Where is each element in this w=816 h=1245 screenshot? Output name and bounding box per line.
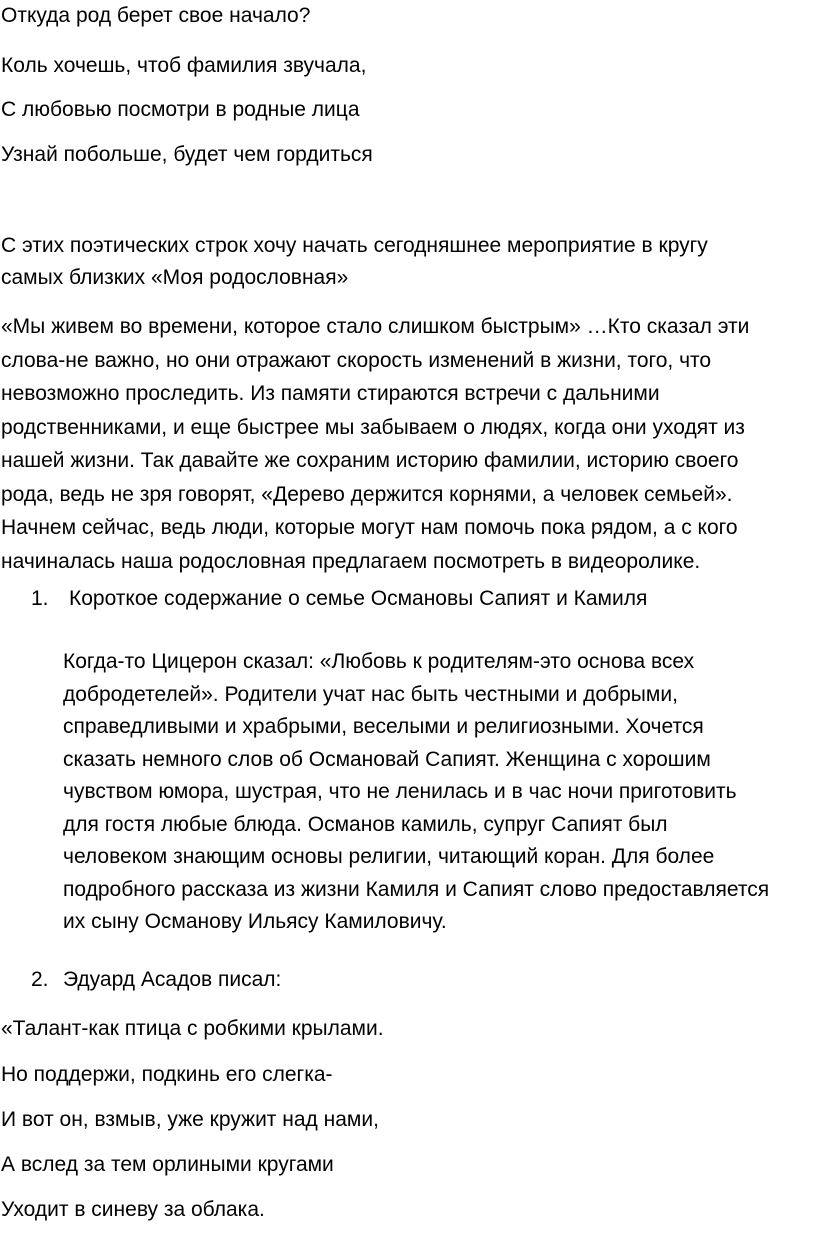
main-paragraph-line: рода, ведь не зря говорят, «Дерево держится корнями, а человек семьей». bbox=[1, 482, 733, 506]
intro-paragraph-line: С этих поэтических строк хочу начать сегодняшнее мероприятие в кругу bbox=[1, 234, 708, 257]
cicero-paragraph-line: их сыну Османову Ильясу Камиловичу. bbox=[63, 910, 447, 933]
asadov-poem-line-2: Но поддержи, подкинь его слегка- bbox=[1, 1063, 333, 1086]
list-item-1-text: Короткое содержание о семье Османовы Сапият и Камиля bbox=[69, 587, 648, 610]
cicero-paragraph-line: Когда-то Цицерон сказал: «Любовь к родителям-это основа всех bbox=[63, 650, 695, 673]
main-paragraph-line: слова-не важно, но они отражают скорость изменений в жизни, того, что bbox=[1, 348, 712, 372]
intro-paragraph-line: самых близких «Моя родословная» bbox=[1, 266, 349, 289]
cicero-paragraph-line: подробного рассказа из жизни Камиля и Сапият слово предоставляется bbox=[63, 877, 770, 901]
cicero-paragraph-line: добродетелей». Родители учат нас быть честными и добрыми, bbox=[63, 682, 678, 706]
cicero-paragraph-line: сказать немного слов об Османовай Сапият. Женщина с хорошим bbox=[63, 747, 711, 771]
intro-paragraph bbox=[1, 230, 708, 294]
main-paragraph-line: «Мы живем во времени, которое стало слишком быстрым» …Кто сказал эти bbox=[1, 315, 750, 338]
poem-intro-line-4: Узнай побольше, будет чем гордиться bbox=[1, 143, 373, 166]
cicero-paragraph-line: для гостя любые блюда. Османов камиль, супруг Сапият был bbox=[63, 812, 668, 836]
asadov-poem-line-5: Уходит в синеву за облака. bbox=[1, 1198, 265, 1221]
list-item-2-number: 2. bbox=[31, 968, 49, 991]
main-paragraph-line: нашей жизни. Так давайте же сохраним историю фамилии, историю своего bbox=[1, 449, 739, 472]
list-item-2-text: Эдуард Асадов писал: bbox=[63, 968, 282, 991]
main-paragraph bbox=[1, 310, 749, 578]
main-paragraph-line: родственниками, и еще быстрее мы забываем о людях, когда они уходят из bbox=[1, 415, 745, 439]
cicero-paragraph-line: чувством юмора, шустрая, что не ленилась и в час ночи приготовить bbox=[63, 780, 737, 803]
asadov-poem-line-3: И вот он, взмыв, уже кружит над нами, bbox=[1, 1108, 379, 1131]
cicero-paragraph-line: человеком знающим основы религии, читающий коран. Для более bbox=[63, 845, 715, 868]
main-paragraph-line: Начнем сейчас, ведь люди, которые могут нам помочь пока рядом, а с кого bbox=[1, 516, 738, 539]
asadov-poem-line-4: А вслед за тем орлиными кругами bbox=[1, 1153, 334, 1176]
poem-intro-line-2: Коль хочешь, чтоб фамилия звучала, bbox=[1, 54, 367, 77]
main-paragraph-line: невозможно проследить. Из памяти стираются встречи с дальними bbox=[1, 382, 660, 405]
poem-intro-line-3: С любовью посмотри в родные лица bbox=[1, 98, 360, 121]
main-paragraph-line: начиналась наша родословная предлагаем посмотреть в видеоролике. bbox=[1, 549, 701, 573]
cicero-paragraph-line: справедливыми и храбрыми, веселыми и религиозными. Хочется bbox=[63, 715, 704, 738]
list-item-1-number: 1. bbox=[31, 587, 49, 610]
cicero-paragraph bbox=[63, 646, 769, 939]
asadov-poem-line-1: «Талант-как птица с робкими крылами. bbox=[1, 1017, 384, 1040]
poem-intro-line-1: Откуда род берет свое начало? bbox=[1, 4, 311, 27]
